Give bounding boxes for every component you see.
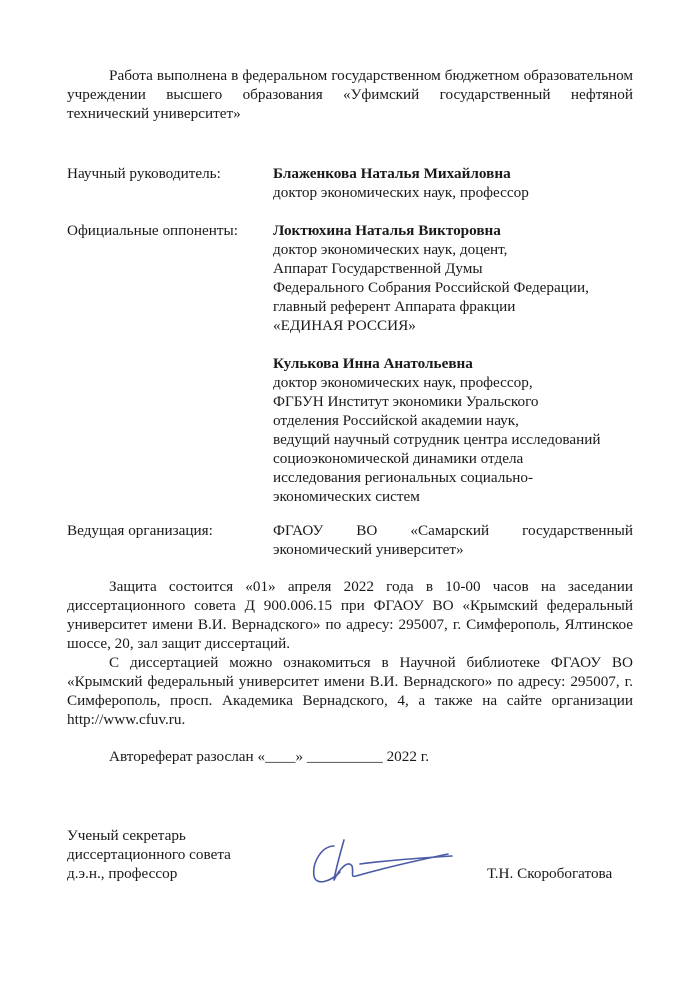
sent-date-line: Автореферат разослан «____» __________ 2022 г. [109,748,430,765]
opponent-1-line: Аппарат Государственной Думы [273,260,483,277]
opponent-2-line: экономических систем [273,488,420,505]
opponent-2-line: доктор экономических наук, профессор, [273,374,533,391]
defense-paragraph: Защита состоится «01» апреля 2022 года в 10-00 часов на заседании диссертационного совета Д 900.006.15 при ФГАОУ ВО «Крымский федеральный университет имени В.И. Вернадского» по адресу: 295007, г. Симферополь, Ялтинское шоссе, 20, зал защит диссертаций. [67,578,633,652]
opponent-2-block [273,354,633,506]
opponent-1-line: «ЕДИНАЯ РОССИЯ» [273,317,416,334]
opponents-label: Официальные оппоненты: [67,222,238,239]
supervisor-name: Блаженкова Наталья Михайловна [273,165,511,182]
opponent-1-line: Федерального Собрания Российской Федерации, [273,279,589,296]
defense-section [67,577,633,729]
signatory-title [67,826,231,883]
supervisor-label: Научный руководитель: [67,165,221,182]
library-paragraph: С диссертацией можно ознакомиться в Научной библиотеке ФГАОУ ВО «Крымский федеральный университет имени В.И. Вернадского» по адресу: 295007, г. Симферополь, просп. Академика Вернадского, 4, а также на сайте организации http://www.cfuv.ru. [67,654,633,728]
handwritten-signature [300,834,460,890]
signatory-line: д.э.н., профессор [67,865,178,882]
opponent-2-name: Кулькова Инна Анатольевна [273,355,473,372]
opponent-1-block [273,221,633,335]
opponent-2-line: социоэкономической динамики отдела [273,450,524,467]
supervisor-block [273,164,633,202]
supervisor-line: доктор экономических наук, профессор [273,184,529,201]
lead-org-text: ФГАОУ ВО «Самарский государственный экономический университет» [273,522,633,558]
opponent-1-line: главный референт Аппарата фракции [273,298,516,315]
opponent-2-line: ведущий научный сотрудник центра исследований [273,431,601,448]
signatory-line: диссертационного совета [67,846,231,863]
lead-org-label: Ведущая организация: [67,522,213,539]
opponent-2-line: исследования региональных социально- [273,469,534,486]
intro-paragraph: Работа выполнена в федеральном государственном бюджетном образовательном учреждении высшего образования «Уфимский государственный нефтяной технический университет» [67,67,633,122]
opponent-1-line: доктор экономических наук, доцент, [273,241,508,258]
opponent-1-name: Локтюхина Наталья Викторовна [273,222,501,239]
opponent-2-line: отделения Российской академии наук, [273,412,519,429]
signatory-line: Ученый секретарь [67,827,186,844]
signatory-name: Т.Н. Скоробогатова [487,865,613,882]
opponent-2-line: ФГБУН Институт экономики Уральского [273,393,539,410]
